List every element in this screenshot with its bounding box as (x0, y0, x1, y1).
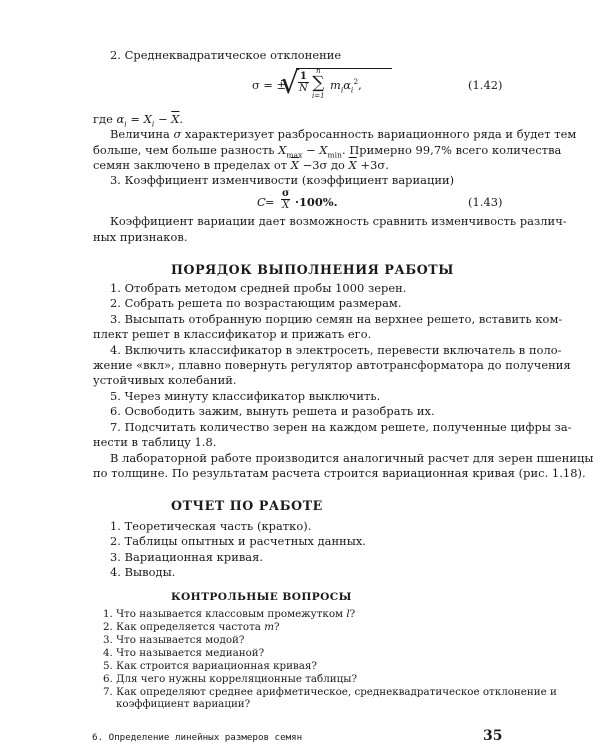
sum-symbol: n ∑ i=1 (312, 67, 325, 100)
procedure-line: жение «вкл», плавно повернуть регулятор автотрансформатора до получения (93, 358, 571, 372)
question-item: 1. Что называется классовым промежутком l? (103, 608, 356, 620)
questions-title: КОНТРОЛЬНЫЕ ВОПРОСЫ (171, 591, 352, 603)
cv-heading: 3. Коэффициент изменчивости (коэффициент вариации) (110, 173, 455, 187)
sd-heading: 2. Среднеквадратическое отклонение (110, 48, 342, 62)
procedure-line: 4. Включить классификатор в электросеть, перевести включатель в поло- (110, 343, 562, 357)
procedure-line: устойчивых колебаний. (93, 373, 237, 387)
procedure-line: 1. Отобрать методом средней пробы 1000 зерен. (110, 281, 407, 295)
sqrt-bar (296, 68, 392, 69)
procedure-title: ПОРЯДОК ВЫПОЛНЕНИЯ РАБОТЫ (171, 262, 454, 277)
eq143-tail: ·100%. (295, 195, 338, 209)
eq143-number: (1.43) (468, 195, 503, 209)
cv-paragraph-line-2: ных признаков. (93, 230, 188, 244)
question-item-continuation: коэффициент вариации? (116, 698, 251, 710)
report-item: 3. Вариационная кривая. (110, 550, 264, 564)
eq143-eq: = (265, 195, 275, 209)
procedure-line: 7. Подсчитать количество зерен на каждом решете, полученные цифры за- (110, 420, 572, 434)
cv-paragraph-line-1: Коэффициент вариации дает возможность сравнить изменчивость различ- (110, 214, 567, 228)
procedure-line: нести в таблицу 1.8. (93, 435, 217, 449)
eq142-lhs: σ = ± (252, 78, 287, 92)
sigma-paragraph-line-3: семян заключено в пределах от $\overline{X} -3\sigma$ до $\overline{X} +3\sigma$. (93, 158, 389, 172)
sqrt-sign: √ (280, 66, 300, 101)
alpha-definition: где $\alpha_i = X_i - \overline{X}$. (93, 112, 184, 129)
report-item: 1. Теоретическая часть (кратко). (110, 519, 312, 533)
procedure-line: по толщине. По результатам расчета строится вариационная кривая (рис. 1.18). (93, 466, 586, 480)
procedure-line: плект решет в классификатор и прижать его. (93, 327, 372, 341)
procedure-line: 5. Через минуту классификатор выключить. (110, 389, 381, 403)
eq142-fraction: $\frac{1}{N}$ (299, 71, 308, 94)
procedure-line: В лабораторной работе производится аналогичный расчет для зерен пшеницы (110, 451, 594, 465)
page-number: 35 (483, 728, 503, 744)
report-item: 2. Таблицы опытных и расчетных данных. (110, 534, 367, 548)
eq142-term: $m_i\alpha_i^2$, (330, 77, 362, 95)
question-item: 3. Что называется модой? (103, 634, 245, 646)
report-item: 4. Выводы. (110, 565, 176, 579)
report-title: ОТЧЕТ ПО РАБОТЕ (171, 498, 323, 513)
question-item: 4. Что называется медианой? (103, 647, 265, 659)
procedure-line: 2. Собрать решета по возрастающим размерам. (110, 296, 402, 310)
question-item: 2. Как определяется частота m? (103, 621, 280, 633)
procedure-line: 6. Освободить зажим, вынуть решета и разобрать их. (110, 404, 435, 418)
sigma-paragraph-line-2: больше, чем больше разность $X_{max} - X_{min}$. Примерно 99,7% всего количества (93, 143, 562, 160)
question-item: 6. Для чего нужны корреляционные таблицы? (103, 673, 357, 685)
question-item: 7. Как определяют среднее арифметическое, среднеквадратическое отклонение и (103, 686, 557, 698)
eq142-number: (1.42) (468, 78, 503, 92)
footer-chapter: 6. Определение линейных размеров семян (92, 732, 303, 743)
sigma-paragraph-line-1: Величина σ характеризует разбросанность вариационного ряда и будет тем (110, 127, 577, 141)
procedure-line: 3. Высыпать отобранную порцию семян на верхнее решето, вставить ком- (110, 312, 563, 326)
eq143-lhs: C (257, 195, 266, 209)
eq143-fraction: $\frac{\sigma}{X}$ (282, 188, 290, 211)
question-item: 5. Как строится вариационная кривая? (103, 660, 317, 672)
